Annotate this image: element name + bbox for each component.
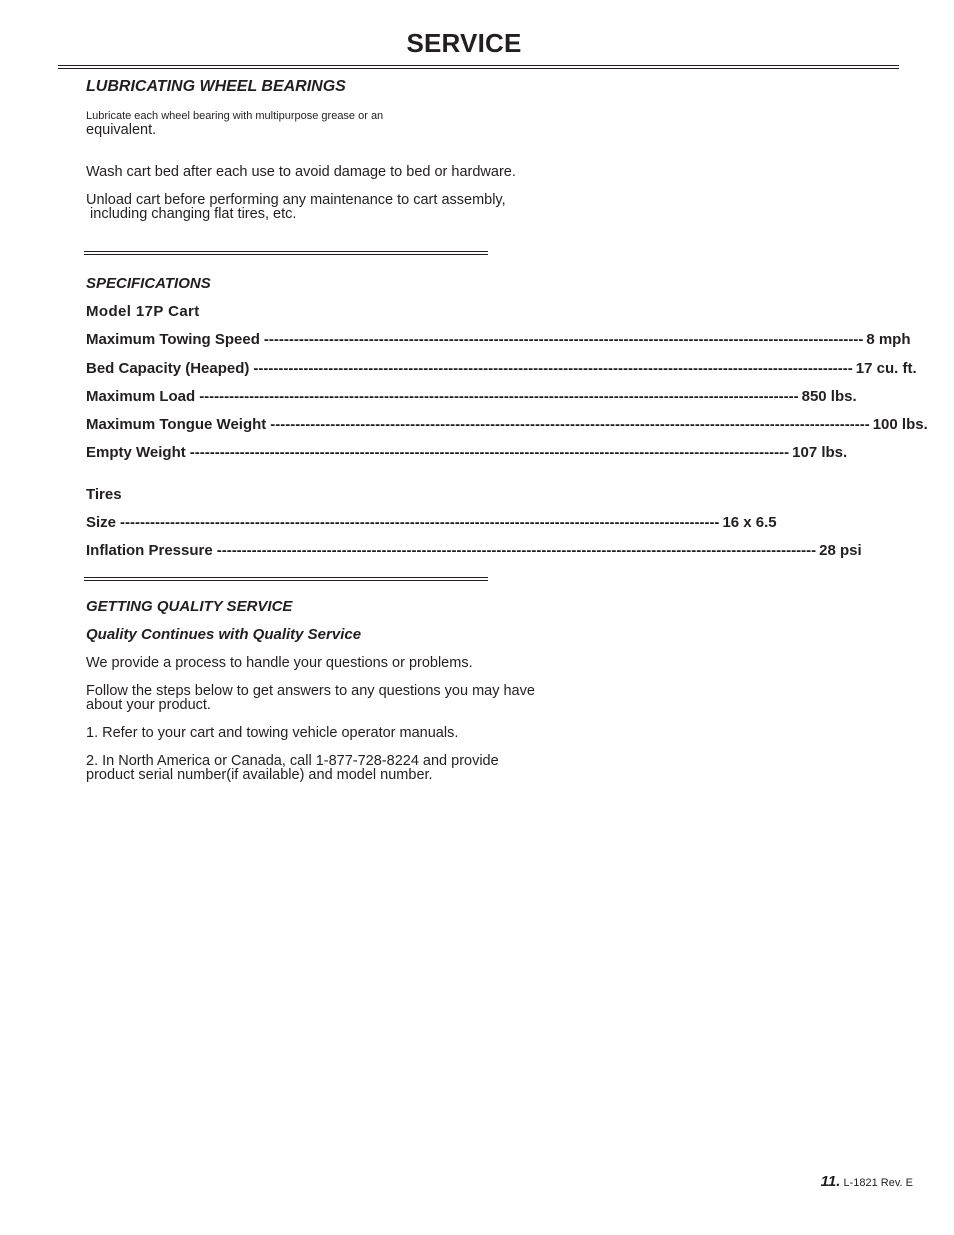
unload-text-line-1: Unload cart before performing any maintenance to cart assembly,: [86, 192, 506, 208]
spec-value: 850 lbs.: [801, 388, 857, 405]
dot-leader: ------------------------------------------------------------------------------------------------------------------------: [216, 542, 817, 559]
page-title: SERVICE: [406, 28, 522, 58]
dot-leader: ------------------------------------------------------------------------------------------------------------------------: [199, 388, 799, 405]
spec-label: Size: [86, 514, 117, 531]
step-2-line-2: product serial number(if available) and model number.: [86, 767, 433, 783]
spec-row: [86, 388, 857, 405]
spec-row: [86, 542, 862, 559]
lubricate-text-line-2: equivalent.: [86, 122, 157, 138]
quality-paragraph-2-line-1: Follow the steps below to get answers to any questions you may have: [86, 683, 535, 699]
spec-label: Maximum Tongue Weight: [86, 416, 267, 433]
specifications-heading: SPECIFICATIONS: [86, 275, 211, 292]
spec-label: Empty Weight: [86, 444, 186, 461]
document-code: L-1821 Rev. E: [843, 1177, 913, 1189]
spec-value: 8 mph: [866, 331, 911, 348]
spec-row: [86, 444, 848, 461]
quality-heading: GETTING QUALITY SERVICE: [86, 598, 293, 615]
spec-value: 17 cu. ft.: [855, 360, 917, 377]
spec-value: 16 x 6.5: [722, 514, 777, 531]
section-divider: [84, 251, 488, 255]
page-footer: [821, 1173, 913, 1190]
lubricate-text-line-1: Lubricate each wheel bearing with multipurpose grease or an: [86, 110, 384, 122]
spec-row: [86, 331, 911, 348]
lubricating-heading: LUBRICATING WHEEL BEARINGS: [86, 78, 346, 95]
dot-leader: ------------------------------------------------------------------------------------------------------------------------: [253, 360, 853, 377]
step-2-line-1: 2. In North America or Canada, call 1-877-728-8224 and provide: [86, 753, 499, 769]
spec-row: [86, 360, 917, 377]
quality-subheading: Quality Continues with Quality Service: [86, 626, 362, 643]
spec-label: Maximum Load: [86, 388, 196, 405]
model-label: Model 17P Cart: [86, 303, 200, 320]
spec-label: Bed Capacity (Heaped): [86, 360, 250, 377]
unload-text-line-2: including changing flat tires, etc.: [86, 206, 297, 222]
spec-label: Maximum Towing Speed: [86, 331, 260, 348]
quality-paragraph-1: We provide a process to handle your questions or problems.: [86, 655, 473, 671]
spec-value: 100 lbs.: [872, 416, 928, 433]
dot-leader: ------------------------------------------------------------------------------------------------------------------------: [263, 331, 864, 348]
dot-leader: ------------------------------------------------------------------------------------------------------------------------: [189, 444, 790, 461]
tires-heading: Tires: [86, 486, 122, 503]
quality-paragraph-2-line-2: about your product.: [86, 697, 211, 713]
spec-row: [86, 416, 928, 433]
spec-value: 28 psi: [819, 542, 862, 559]
spec-label: Inflation Pressure: [86, 542, 213, 559]
section-divider: [84, 577, 488, 581]
spec-value: 107 lbs.: [792, 444, 848, 461]
dot-leader: ------------------------------------------------------------------------------------------------------------------------: [120, 514, 720, 531]
wash-text: Wash cart bed after each use to avoid damage to bed or hardware.: [86, 164, 516, 180]
title-divider: [58, 65, 899, 69]
spec-row: [86, 514, 777, 531]
step-1: 1. Refer to your cart and towing vehicle operator manuals.: [86, 725, 459, 741]
page-number: 11.: [820, 1173, 841, 1190]
dot-leader: ------------------------------------------------------------------------------------------------------------------------: [270, 416, 870, 433]
